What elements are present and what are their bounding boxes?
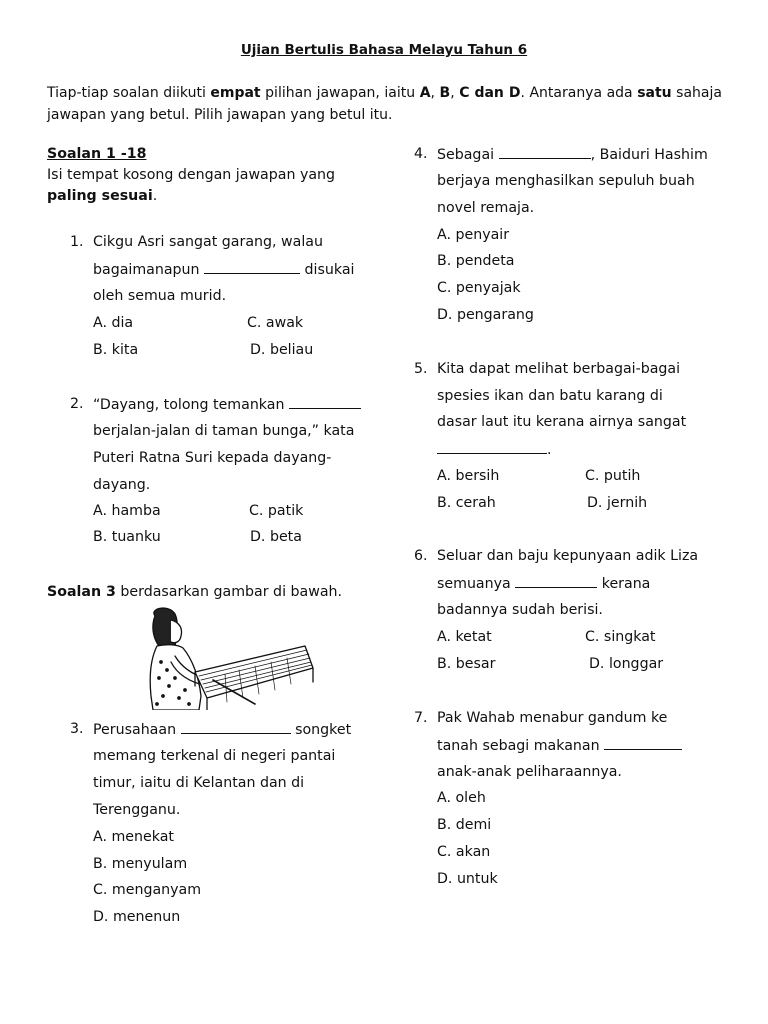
instruction-text: . <box>152 188 158 204</box>
option-b[interactable]: B. tuanku <box>93 529 161 545</box>
answer-blank <box>499 146 591 159</box>
question-text-part: disukai <box>300 262 355 278</box>
section-heading <box>47 584 342 600</box>
option-c[interactable]: C. menganyam <box>93 882 202 898</box>
option-b[interactable]: B. kita <box>93 342 139 358</box>
question-text <box>437 146 708 163</box>
question-text: Terengganu. <box>93 802 181 818</box>
page-title: Ujian Bertulis Bahasa Melayu Tahun 6 <box>240 42 528 58</box>
option-a[interactable]: A. penyair <box>437 227 510 243</box>
option-a[interactable]: A. bersih <box>437 468 500 484</box>
answer-blank <box>515 575 597 588</box>
question-text-part: kerana <box>597 576 651 592</box>
section-heading-bold: Soalan 3 <box>47 584 116 600</box>
question-text-part: Perusahaan <box>93 722 181 738</box>
instructions <box>47 82 722 126</box>
intro-text: pilihan jawapan, iaitu <box>260 85 420 101</box>
section-instruction: Isi tempat kosong dengan jawapan yang <box>47 167 336 183</box>
option-b[interactable]: B. pendeta <box>437 253 515 269</box>
question-number: 4. <box>414 146 428 162</box>
option-a[interactable]: A. hamba <box>93 503 161 519</box>
question-text: timur, iaitu di Kelantan dan di <box>93 775 305 791</box>
intro-text: , <box>450 85 460 101</box>
question-text: Kita dapat melihat berbagai-bagai <box>437 361 681 377</box>
question-text <box>93 396 361 413</box>
question-text-part: songket <box>290 722 352 738</box>
option-d[interactable]: D. beliau <box>250 342 314 358</box>
question-text: Pak Wahab menabur gandum ke <box>437 710 668 726</box>
answer-blank <box>289 396 361 409</box>
option-c[interactable]: C. patik <box>249 503 304 519</box>
answer-blank <box>204 261 300 274</box>
question-text <box>93 721 351 738</box>
question-text: anak-anak peliharaannya. <box>437 764 622 780</box>
option-c[interactable]: C. putih <box>585 468 641 484</box>
question-text-part: Sebagai <box>437 147 499 163</box>
option-c[interactable]: C. singkat <box>585 629 656 645</box>
section-heading: Soalan 1 -18 <box>47 146 147 162</box>
question-number: 2. <box>70 396 84 412</box>
question-number: 3. <box>70 721 84 737</box>
option-d[interactable]: D. jernih <box>587 495 648 511</box>
question-text: memang terkenal di negeri pantai <box>93 748 336 764</box>
question-text-part: , Baiduri Hashim <box>590 147 708 163</box>
intro-bold: empat <box>210 85 261 101</box>
intro-bold: C dan D <box>459 85 521 101</box>
question-text: oleh semua murid. <box>93 288 227 304</box>
question-number: 5. <box>414 361 428 377</box>
option-c[interactable]: C. penyajak <box>437 280 521 296</box>
option-c[interactable]: C. akan <box>437 844 491 860</box>
question-text: Cikgu Asri sangat garang, walau <box>93 234 323 250</box>
instruction-bold: paling sesuai <box>47 188 153 204</box>
intro-text: . Antaranya ada <box>520 85 638 101</box>
option-a[interactable]: A. ketat <box>437 629 492 645</box>
question-text: berjalan-jalan di taman bunga,” kata <box>93 423 355 439</box>
option-b[interactable]: B. demi <box>437 817 492 833</box>
intro-bold: satu <box>637 85 672 101</box>
option-b[interactable]: B. besar <box>437 656 496 672</box>
option-b[interactable]: B. cerah <box>437 495 496 511</box>
intro-text: Tiap-tiap soalan diikuti <box>47 85 211 101</box>
question-text <box>437 737 682 754</box>
question-text: dayang. <box>93 477 151 493</box>
question-text-part: semuanya <box>437 576 516 592</box>
question-number: 1. <box>70 234 84 250</box>
option-c[interactable]: C. awak <box>247 315 304 331</box>
question-text: spesies ikan dan batu karang di <box>437 388 663 404</box>
answer-blank <box>181 721 291 734</box>
weaving-illustration <box>135 606 315 710</box>
question-text: Seluar dan baju kepunyaan adik Liza <box>437 548 699 564</box>
question-text-part: . <box>547 442 552 458</box>
option-d[interactable]: D. pengarang <box>437 307 534 323</box>
question-text-part: “Dayang, tolong temankan <box>93 397 289 413</box>
question-text: Puteri Ratna Suri kepada dayang- <box>93 450 332 466</box>
question-text <box>437 441 552 458</box>
question-number: 6. <box>414 548 428 564</box>
question-text: berjaya menghasilkan sepuluh buah <box>437 173 695 189</box>
option-d[interactable]: D. menenun <box>93 909 181 925</box>
intro-text: , <box>430 85 440 101</box>
option-a[interactable]: A. dia <box>93 315 134 331</box>
question-text <box>93 261 355 278</box>
option-a[interactable]: A. menekat <box>93 829 174 845</box>
question-text-part: bagaimanapun <box>93 262 205 278</box>
section-heading-text: berdasarkan gambar di bawah. <box>115 584 343 600</box>
section-instruction <box>47 188 157 204</box>
option-b[interactable]: B. menyulam <box>93 856 188 872</box>
option-a[interactable]: A. oleh <box>437 790 486 806</box>
option-d[interactable]: D. longgar <box>589 656 664 672</box>
question-text: novel remaja. <box>437 200 535 216</box>
option-d[interactable]: D. beta <box>250 529 302 545</box>
question-text: dasar laut itu kerana airnya sangat <box>437 414 687 430</box>
question-text <box>437 575 650 592</box>
intro-bold: B <box>439 85 451 101</box>
answer-blank <box>437 441 547 454</box>
question-number: 7. <box>414 710 428 726</box>
question-text-part: tanah sebagi makanan <box>437 738 605 754</box>
option-d[interactable]: D. untuk <box>437 871 498 887</box>
intro-text: sahaja jawapan yang betul. Pilih jawapan yang betul itu. <box>47 85 722 123</box>
intro-bold: A <box>419 85 431 101</box>
question-text: badannya sudah berisi. <box>437 602 603 618</box>
answer-blank <box>604 737 682 750</box>
